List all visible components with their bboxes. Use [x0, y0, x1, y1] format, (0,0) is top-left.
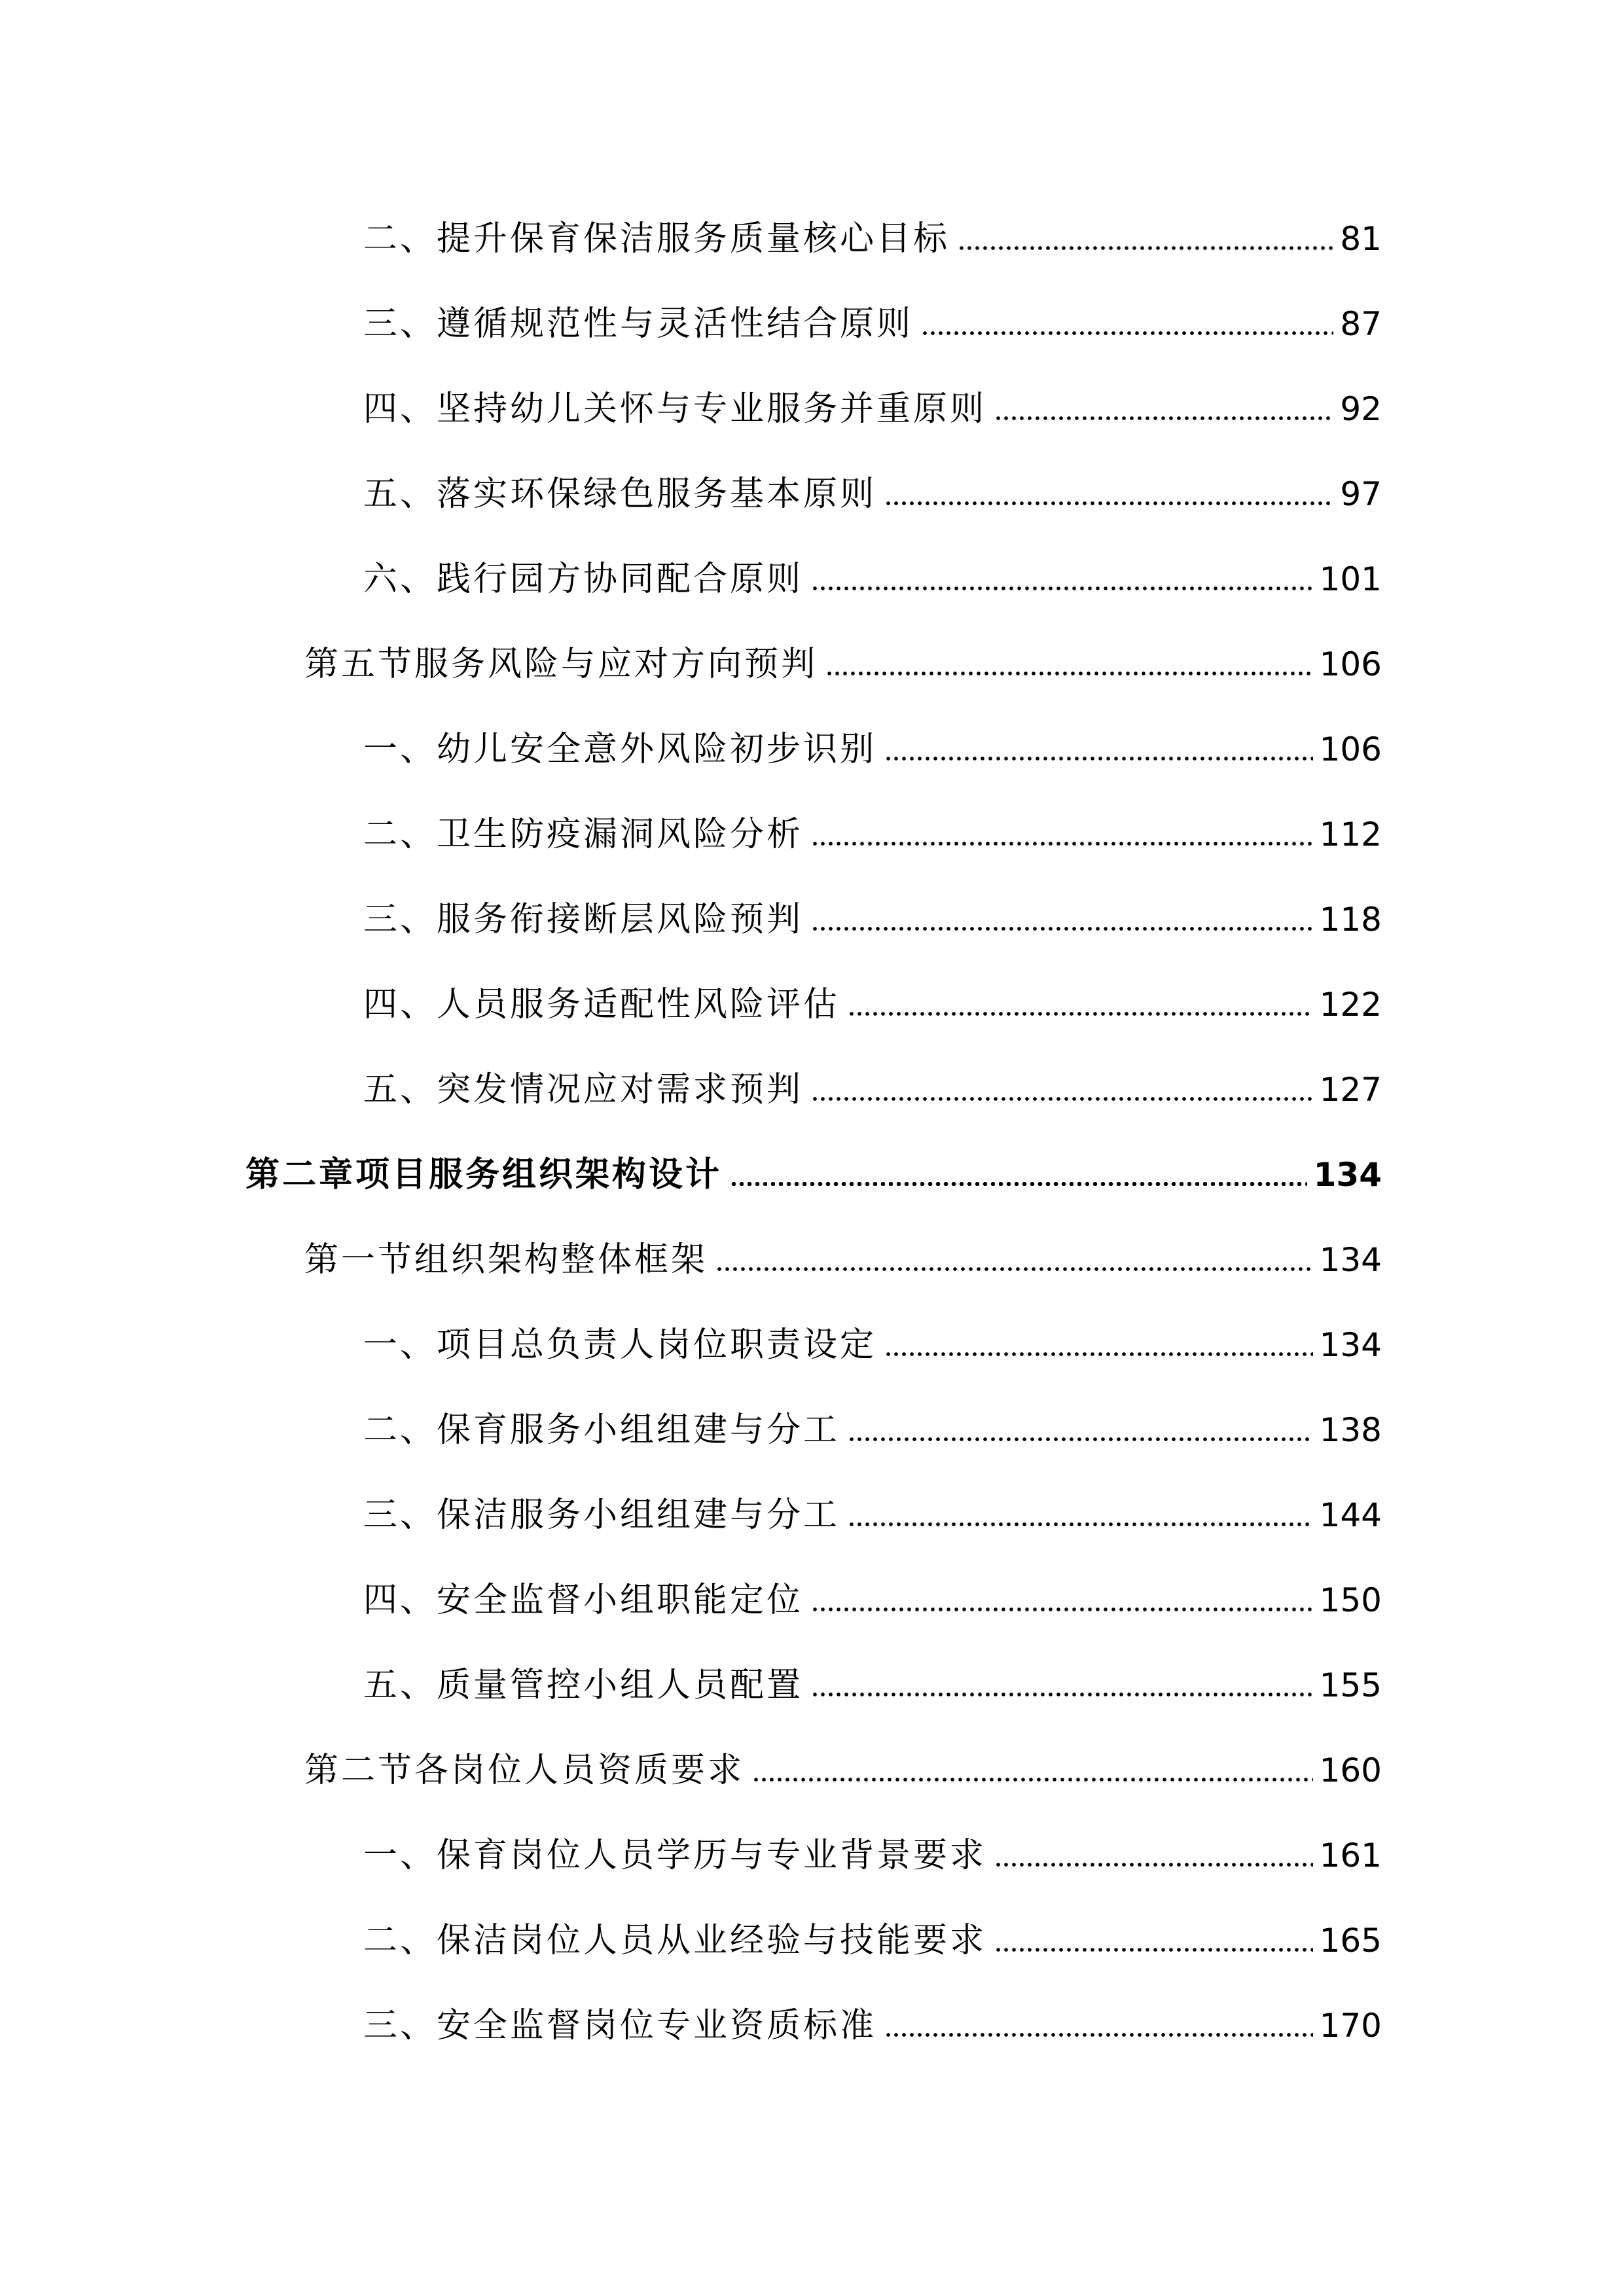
dot-leader [715, 1267, 1313, 1271]
dot-leader [994, 1863, 1313, 1867]
toc-entry-title: 五、落实环保绿色服务基本原则 [363, 475, 877, 514]
toc-entry-title: 二、保育服务小组组建与分工 [363, 1410, 840, 1450]
dot-leader [730, 1182, 1307, 1186]
toc-entry-page: 122 [1319, 986, 1382, 1024]
toc-entry[interactable] [363, 978, 1382, 1031]
toc-entry-page: 160 [1319, 1751, 1382, 1789]
toc-entry-title: 五、突发情况应对需求预判 [363, 1070, 804, 1109]
toc-entry-title: 三、保洁服务小组组建与分工 [363, 1496, 840, 1535]
toc-entry-page: 150 [1319, 1581, 1382, 1619]
toc-entry-title: 二、保洁岗位人员从业经验与技能要求 [363, 1921, 987, 1960]
toc-entry-title: 第二章项目服务组织架构设计 [245, 1155, 723, 1194]
dot-leader [848, 1012, 1313, 1016]
toc-entry-title: 四、人员服务适配性风险评估 [363, 985, 840, 1024]
toc-entry[interactable] [363, 1489, 1382, 1541]
toc-entry-page: 134 [1319, 1326, 1382, 1364]
toc-entry[interactable] [363, 1404, 1382, 1456]
toc-entry-page: 161 [1319, 1837, 1382, 1874]
toc-entry[interactable] [363, 213, 1382, 265]
toc-entry-page: 112 [1319, 816, 1382, 853]
toc-entry-page: 106 [1319, 645, 1382, 683]
dot-leader [811, 842, 1313, 846]
toc-entry-page: 155 [1319, 1666, 1382, 1704]
toc-entry-section[interactable] [304, 638, 1382, 691]
toc-entry[interactable] [363, 1319, 1382, 1371]
toc-entry-title: 三、服务衔接断层风险预判 [363, 900, 804, 939]
toc-entry[interactable] [363, 1829, 1382, 1882]
toc-entry-title: 三、安全监督岗位专业资质标准 [363, 2006, 877, 2045]
dot-leader [848, 1522, 1313, 1526]
dot-leader [994, 416, 1333, 420]
toc-entry[interactable] [363, 1914, 1382, 1967]
toc-entry[interactable] [363, 1659, 1382, 1712]
toc-entry-title: 第二节各岗位人员资质要求 [304, 1751, 745, 1790]
toc-entry[interactable] [363, 723, 1382, 776]
toc-entry-page: 170 [1319, 2007, 1382, 2045]
toc-entry-page: 92 [1340, 390, 1382, 428]
toc-entry-title: 一、幼儿安全意外风险初步识别 [363, 730, 877, 769]
dot-leader [994, 1948, 1313, 1952]
toc-entry-section[interactable] [304, 1744, 1382, 1797]
toc-entry-page: 134 [1313, 1156, 1382, 1194]
toc-entry[interactable] [363, 1064, 1382, 1116]
toc-entry[interactable] [363, 808, 1382, 861]
toc-entry-title: 六、践行园方协同配合原则 [363, 560, 804, 599]
toc-entry-title: 一、项目总负责人岗位职责设定 [363, 1325, 877, 1365]
toc-entry-page: 118 [1319, 901, 1382, 939]
toc-entry[interactable] [363, 2000, 1382, 2052]
toc-entry-title: 一、保育岗位人员学历与专业背景要求 [363, 1836, 987, 1875]
dot-leader [921, 331, 1333, 335]
toc-entry-page: 144 [1319, 1496, 1382, 1534]
dot-leader [811, 1097, 1313, 1101]
dot-leader [884, 2033, 1313, 2037]
toc-entry-title: 三、遵循规范性与灵活性结合原则 [363, 304, 914, 344]
toc-entry-title: 五、质量管控小组人员配置 [363, 1666, 804, 1705]
toc-entry-title: 四、坚持幼儿关怀与专业服务并重原则 [363, 389, 987, 429]
toc-entry-page: 138 [1319, 1411, 1382, 1449]
toc-entry-chapter[interactable] [245, 1149, 1382, 1201]
toc-entry[interactable] [363, 553, 1382, 605]
dot-leader [884, 757, 1313, 761]
dot-leader [884, 501, 1333, 505]
dot-leader [811, 927, 1313, 931]
toc-entry[interactable] [363, 468, 1382, 520]
dot-leader [752, 1778, 1313, 1782]
toc-entry-page: 101 [1319, 560, 1382, 598]
dot-leader [884, 1352, 1313, 1356]
toc-entry-title: 第五节服务风险与应对方向预判 [304, 645, 818, 684]
toc-entry-title: 二、卫生防疫漏洞风险分析 [363, 815, 804, 854]
toc-entry-section[interactable] [304, 1234, 1382, 1286]
dot-leader [811, 1693, 1313, 1696]
toc-entry-page: 97 [1340, 475, 1382, 513]
dot-leader [811, 1607, 1313, 1611]
toc-entry-page: 134 [1319, 1241, 1382, 1279]
dot-leader [811, 586, 1313, 590]
toc-entry[interactable] [363, 1574, 1382, 1626]
toc-entry-page: 81 [1340, 220, 1382, 258]
toc-entry[interactable] [363, 298, 1382, 350]
toc-entry-page: 87 [1340, 305, 1382, 343]
toc-entry-page: 106 [1319, 730, 1382, 768]
dot-leader [848, 1437, 1313, 1441]
toc-entry-title: 四、安全监督小组职能定位 [363, 1581, 804, 1620]
toc-entry-page: 165 [1319, 1922, 1382, 1960]
toc-entry-title: 二、提升保育保洁服务质量核心目标 [363, 219, 950, 259]
dot-leader [825, 672, 1313, 675]
toc-entry[interactable] [363, 383, 1382, 435]
toc-entry[interactable] [363, 893, 1382, 946]
toc-entry-title: 第一节组织架构整体框架 [304, 1240, 708, 1280]
toc-entry-page: 127 [1319, 1071, 1382, 1109]
dot-leader [958, 246, 1333, 250]
